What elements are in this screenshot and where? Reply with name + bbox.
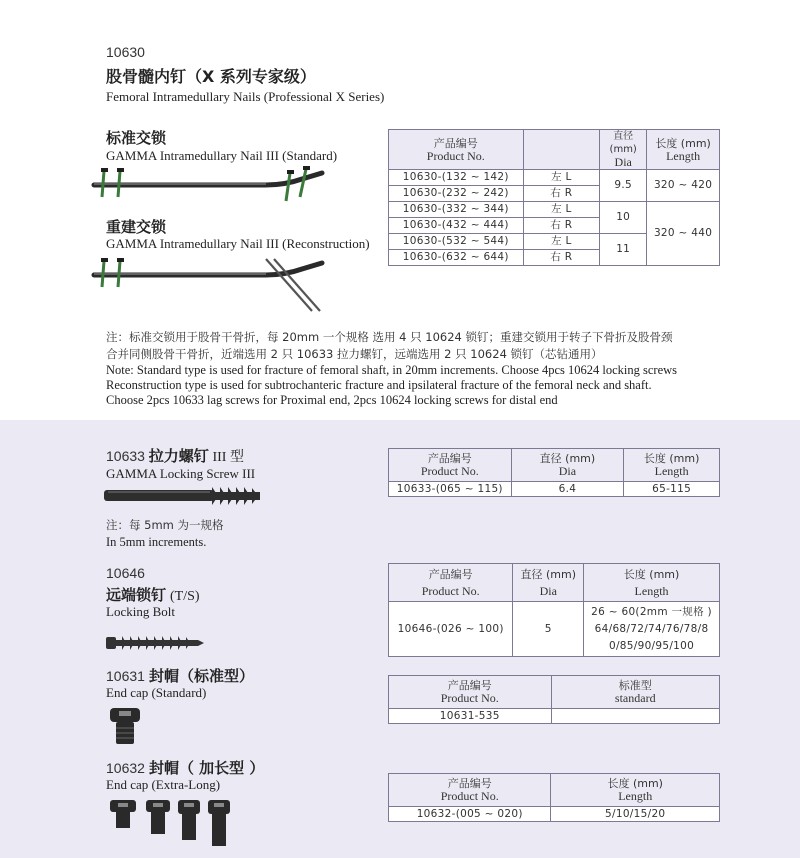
header-length: 长度 (mm) Length (551, 774, 720, 807)
end-cap-std-title: 10631 封帽（标准型） (106, 667, 254, 685)
table-cell-product: 10632-(005 ~ 020) (389, 807, 551, 822)
lag-screw-title-en: GAMMA Locking Screw III (106, 466, 256, 481)
lag-screw-table (388, 448, 720, 497)
table-cell-dia: 6.4 (511, 482, 624, 497)
end-cap-long-image (108, 798, 236, 850)
header-product-no: 产品编号 Product No. (389, 676, 552, 709)
table-cell-product: 10630-(532 ~ 544) (389, 234, 524, 250)
end-cap-long-title-en: End cap (Extra-Long) (106, 777, 221, 792)
table-cell-dia: 9.5 (600, 170, 647, 202)
page-title-en: Femoral Intramedullary Nails (Professional X Series) (106, 89, 385, 104)
lag-screw-title: 10633 拉力螺钉 III 型 (106, 447, 244, 465)
locking-bolt-code: 10646 (106, 565, 145, 581)
table-cell-dia: 11 (600, 234, 647, 266)
standard-nail-image (90, 165, 330, 205)
note-en-line2: Reconstruction type is used for subtrochanteric fracture and ipsilateral fracture of the femoral neck and shaft. (106, 378, 652, 392)
header-dia: 直径(mm) Dia (600, 130, 647, 170)
end-cap-std-table (388, 675, 720, 724)
header-product-no: 产品编号 Product No. (389, 130, 524, 170)
standard-title-cn: 标准交锁 (106, 129, 167, 147)
table-cell-product: 10630-(432 ~ 444) (389, 218, 524, 234)
table-cell-side: 左 L (523, 234, 600, 250)
end-cap-std-image (108, 706, 142, 746)
table-cell-length: 5/10/15/20 (551, 807, 720, 822)
lag-screw-note-cn: 注：每 5mm 为一规格 (106, 518, 224, 532)
recon-title-cn: 重建交锁 (106, 218, 167, 236)
table-cell-product: 10633-(065 ~ 115) (389, 482, 512, 497)
table-cell-length: 26 ~ 60(2mm 一规格 ) 64/68/72/74/76/78/8 0/85/90/95/100 (584, 602, 720, 657)
note-en-line3: Choose 2pcs 10633 lag screws for Proximal end, 2pcs 10624 locking screws for distal end (106, 393, 558, 407)
locking-bolt-image (104, 633, 214, 653)
recon-nail-image (90, 255, 330, 315)
end-cap-long-table (388, 773, 720, 822)
table-cell-length: 65-115 (624, 482, 720, 497)
header-product-no: 产品编号 Product No. (389, 774, 551, 807)
recon-title-en: GAMMA Intramedullary Nail III (Reconstruction) (106, 236, 370, 251)
table-cell-side: 右 R (523, 250, 600, 266)
table-cell-product: 10630-(632 ~ 644) (389, 250, 524, 266)
header-product-no: 产品编号 Product No. (389, 564, 513, 602)
header-product-no: 产品编号 Product No. (389, 449, 512, 482)
table-cell-dia: 5 (513, 602, 584, 657)
lag-screw-image (100, 484, 270, 508)
header-length: 长度 (mm) Length (584, 564, 720, 602)
table-cell-side: 右 R (523, 218, 600, 234)
end-cap-std-title-en: End cap (Standard) (106, 685, 207, 700)
table-cell-length: 320 ~ 440 (647, 202, 720, 266)
header-side (523, 130, 600, 170)
header-standard: 标准型 standard (551, 676, 720, 709)
table-cell-dia: 10 (600, 202, 647, 234)
table-cell-side: 右 R (523, 186, 600, 202)
table-cell-product: 10630-(232 ~ 242) (389, 186, 524, 202)
page-title-cn: 股骨髓内钉（X 系列专家级） (106, 67, 316, 86)
header-length: 长度 (mm) Length (624, 449, 720, 482)
end-cap-long-title: 10632 封帽（ 加长型 ） (106, 759, 265, 777)
table-cell-product: 10631-535 (389, 709, 552, 724)
table-cell-standard (551, 709, 720, 724)
table-cell-product: 10630-(132 ~ 142) (389, 170, 524, 186)
table-cell-side: 左 L (523, 202, 600, 218)
table-cell-length: 320 ~ 420 (647, 170, 720, 202)
table-cell-product: 10630-(332 ~ 344) (389, 202, 524, 218)
standard-title-en: GAMMA Intramedullary Nail III (Standard) (106, 148, 338, 163)
lag-screw-note-en: In 5mm increments. (106, 535, 207, 549)
table-cell-side: 左 L (523, 170, 600, 186)
header-length: 长度 (mm) Length (647, 130, 720, 170)
note-cn-line2: 合并同侧股骨干骨折，近端选用 2 只 10633 拉力螺钉，远端选用 2 只 10624 锁钉（芯钻通用） (106, 347, 603, 361)
product-code: 10630 (106, 44, 145, 60)
table-cell-product: 10646-(026 ~ 100) (389, 602, 513, 657)
header-dia: 直径 (mm) Dia (513, 564, 584, 602)
locking-bolt-table (388, 563, 720, 657)
locking-bolt-title: 远端锁钉 (T/S) (106, 586, 200, 604)
locking-bolt-title-en: Locking Bolt (106, 604, 175, 619)
header-dia: 直径 (mm) Dia (511, 449, 624, 482)
note-en-line1: Note: Standard type is used for fracture of femoral shaft, in 20mm increments. Choose 4pcs 10624 locking screws (106, 363, 678, 377)
note-cn-line1: 注：标准交锁用于股骨干骨折，每 20mm 一个规格 选用 4 只 10624 锁钉；重建交锁用于转子下骨折及股骨颈 (106, 330, 673, 344)
femoral-nail-table (388, 129, 720, 266)
